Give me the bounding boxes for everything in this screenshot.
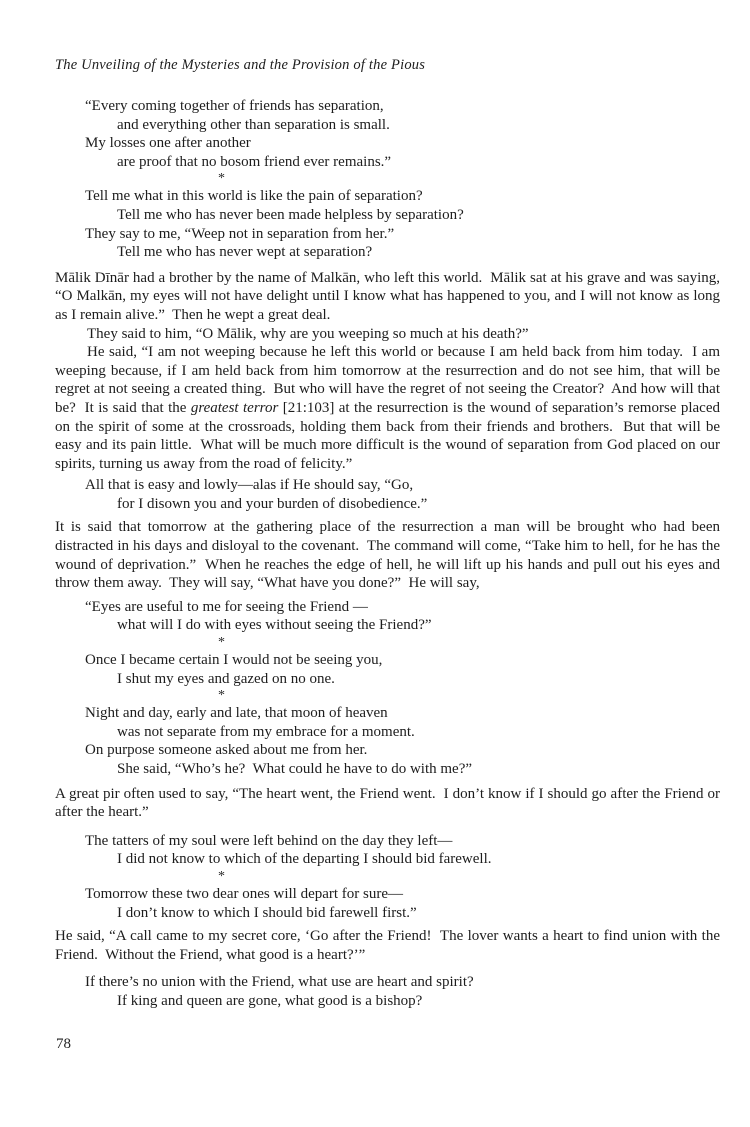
- verse-line: Tomorrow these two dear ones will depart for sure—: [85, 885, 404, 902]
- verse-block-4: [55, 598, 720, 635]
- verse-line: Once I became certain I would not be seeing you,: [85, 652, 383, 669]
- running-head: The Unveiling of the Mysteries and the Provision of the Pious: [55, 57, 426, 73]
- verse-line: My losses one after another: [85, 135, 251, 152]
- emphasized-quran-phrase: greatest terror: [190, 399, 279, 416]
- verse-block-1: [55, 97, 720, 171]
- verse-line: “Every coming together of friends has separation,: [85, 98, 384, 114]
- verse-line: are proof that no bosom friend ever remains.”: [117, 153, 392, 170]
- verse-block-6: [55, 704, 720, 778]
- verse-block-3: [55, 476, 720, 513]
- verse-line: and everything other than separation is small.: [117, 116, 390, 133]
- verse-line: I shut my eyes and gazed on no one.: [117, 670, 335, 687]
- verse-block-9: [55, 973, 720, 1010]
- paragraph-malik-intro: Mālik Dīnār had a brother by the name of Malkān, who left this world. Mālik sat at his grave and was saying, “O Malkān, my eyes will not have delight until I know what has happened to you, and I will not know as long as I remain alive.” Then he wept a great deal.: [55, 269, 724, 323]
- verse-block-5: [55, 651, 720, 688]
- text-segment: He said, “I am not weeping because he left this world or because I am held back from him today. I am weeping because, if I am held back from him tomorrow at the resurrection and do not see him, that will be regret at not seeing a created thing. But who will have the regret of not seeing the Creator? And how will that be? It is said that the: [55, 344, 724, 416]
- verse-line: All that is easy and lowly—alas if He should say, “Go,: [85, 477, 414, 494]
- verse-separator: *: [218, 688, 225, 704]
- verse-separator: *: [218, 635, 225, 651]
- text-segment: [21:103] at the resurrection is the wound of separation’s remorse placed on the spirit of some at the crossroads, holding them back from their friends and brothers. But that will be easy and its pain little. What will be much more difficult is the wound of separation from God placed on our spirits, turning us away from the road of felicity.”: [55, 399, 724, 472]
- verse-line: Tell me what in this world is like the pain of separation?: [85, 188, 423, 205]
- verse-line: On purpose someone asked about me from her.: [85, 742, 368, 759]
- verse-line: for I disown you and your burden of disobedience.”: [117, 495, 428, 512]
- verse-block-2: [55, 187, 720, 261]
- paragraph-malik-question: They said to him, “O Mālik, why are you weeping so much at his death?”: [87, 325, 529, 342]
- verse-line: Night and day, early and late, that moon of heaven: [85, 705, 388, 722]
- paragraph-call-secret-core: He said, “A call came to my secret core, ‘Go after the Friend! The lover wants a heart to find union with the Friend. Without the Friend, what good is a heart?’”: [55, 928, 724, 963]
- verse-line: what will I do with eyes without seeing the Friend?”: [117, 617, 432, 634]
- verse-line: Tell me who has never wept at separation?: [117, 244, 373, 261]
- verse-line: was not separate from my embrace for a moment.: [117, 723, 415, 740]
- verse-line: Tell me who has never been made helpless by separation?: [117, 206, 464, 223]
- verse-line: If king and queen are gone, what good is a bishop?: [117, 992, 423, 1009]
- paragraph-malik-answer: [55, 343, 724, 473]
- verse-line: “Eyes are useful to me for seeing the Friend —: [85, 598, 368, 615]
- verse-line: The tatters of my soul were left behind on the day they left—: [85, 832, 453, 849]
- verse-line: I don’t know to which I should bid farewell first.”: [117, 904, 417, 921]
- paragraph-great-pir: A great pir often used to say, “The heart went, the Friend went. I don’t know if I should go after the Friend or after the heart.”: [55, 785, 724, 821]
- paragraph-gathering-place: It is said that tomorrow at the gathering place of the resurrection a man will be brought who had been distracted in his days and disloyal to the covenant. The command will come, “Take him to hell, for he has the wound of deprivation.” When he reaches the edge of hell, he will lift up his hands and pull out his eyes and throw them away. They will say, “What have you done?” He will say,: [55, 519, 724, 592]
- verse-separator: *: [218, 868, 225, 884]
- verse-block-7: [55, 832, 720, 869]
- verse-block-8: [55, 885, 720, 922]
- verse-line: I did not know to which of the departing I should bid farewell.: [117, 851, 492, 868]
- page-number: 78: [56, 1036, 71, 1052]
- verse-line: If there’s no union with the Friend, what use are heart and spirit?: [85, 974, 474, 991]
- verse-line: They say to me, “Weep not in separation from her.”: [85, 225, 395, 242]
- text-block: [55, 57, 724, 1011]
- verse-separator: *: [218, 171, 225, 187]
- verse-line: She said, “Who’s he? What could he have to do with me?”: [117, 761, 473, 777]
